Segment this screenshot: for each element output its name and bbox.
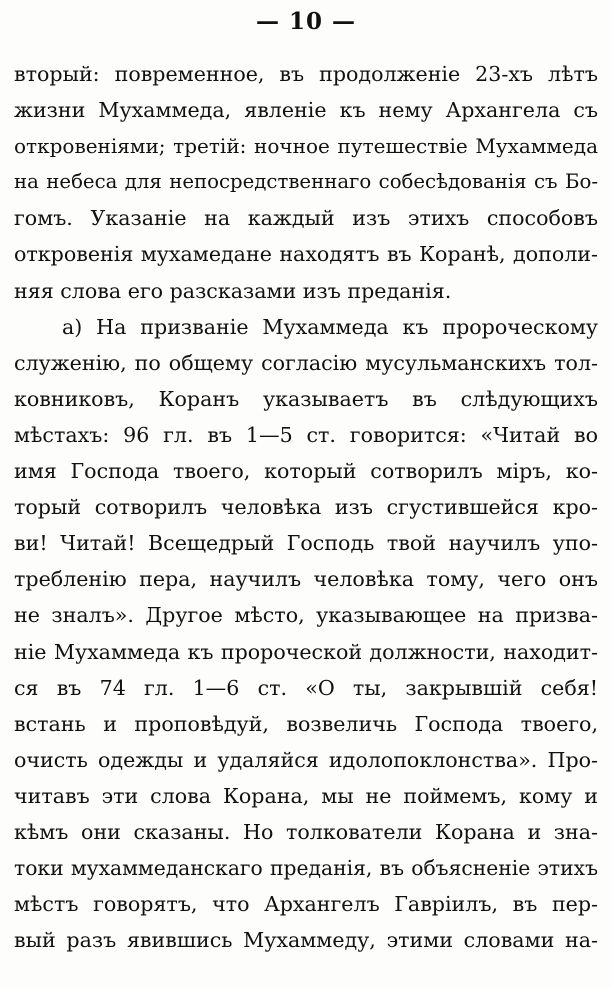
text-line: кѣмъ они сказаны. Но толкователи Корана и зна- — [14, 819, 598, 844]
text-line: токи мухаммеданскаго преданія, въ объясненіе этихъ — [14, 856, 598, 881]
text-line: не зналъ». Другое мѣсто, указывающее на призва- — [14, 603, 598, 628]
text-line: а) На призваніе Мухаммеда къ пророческому — [62, 314, 598, 339]
text-line: ковниковъ, Коранъ указываетъ въ слѣдующихъ — [14, 386, 598, 411]
text-line: читавъ эти слова Корана, мы не поймемъ, кому и — [14, 783, 598, 808]
text-line: ся въ 74 гл. 1—6 ст. «О ты, закрывшій себя! — [14, 675, 598, 700]
body-text — [14, 56, 598, 958]
text-line: встань и проповѣдуй, возвеличь Господа твоего, — [14, 711, 598, 736]
text-line: на небеса для непосредственнаго собесѣдованія съ Бо- — [14, 170, 598, 194]
text-line: мѣстъ говорятъ, что Архангелъ Гавріилъ, въ пер- — [14, 892, 598, 917]
text-line: имя Господа твоего, который сотворилъ міръ, ко- — [14, 459, 598, 484]
text-line: няя слова его разсказами изъ преданія. — [14, 278, 452, 303]
text-line: служенію, по общему согласію мусульманскихъ тол- — [14, 350, 598, 375]
text-line: требленію пера, научилъ человѣка тому, чего онъ — [14, 567, 598, 592]
text-line: вторый: повременное, въ продолженіе 23-хъ лѣтъ — [14, 62, 598, 86]
text-line: торый сотворилъ человѣка изъ сгустившейся кро- — [14, 495, 598, 520]
text-line: гомъ. Указаніе на каждый изъ этихъ способовъ — [14, 206, 598, 231]
text-line: ніе Мухаммеда къ пророческой должности, находит- — [14, 639, 598, 664]
text-line: вый разъ явившись Мухаммеду, этими словами на- — [14, 928, 598, 953]
text-line: ви! Читай! Всещедрый Господь твой научилъ упо- — [14, 531, 598, 556]
text-line: откровеніями; третій: ночное путешествіе Мухаммеда — [14, 134, 598, 159]
text-line: мѣстахъ: 96 гл. въ 1—5 ст. говорится: «Читай во — [14, 422, 598, 447]
text-line: откровенія мухамедане находятъ въ Коранѣ, дополи- — [14, 242, 598, 267]
text-line: очисть одежды и удаляйся идолопоклонства». Про- — [14, 747, 598, 772]
text-line: жизни Мухаммеда, явленіе къ нему Архангела съ — [14, 98, 598, 123]
page-number: — 10 — — [255, 8, 357, 35]
